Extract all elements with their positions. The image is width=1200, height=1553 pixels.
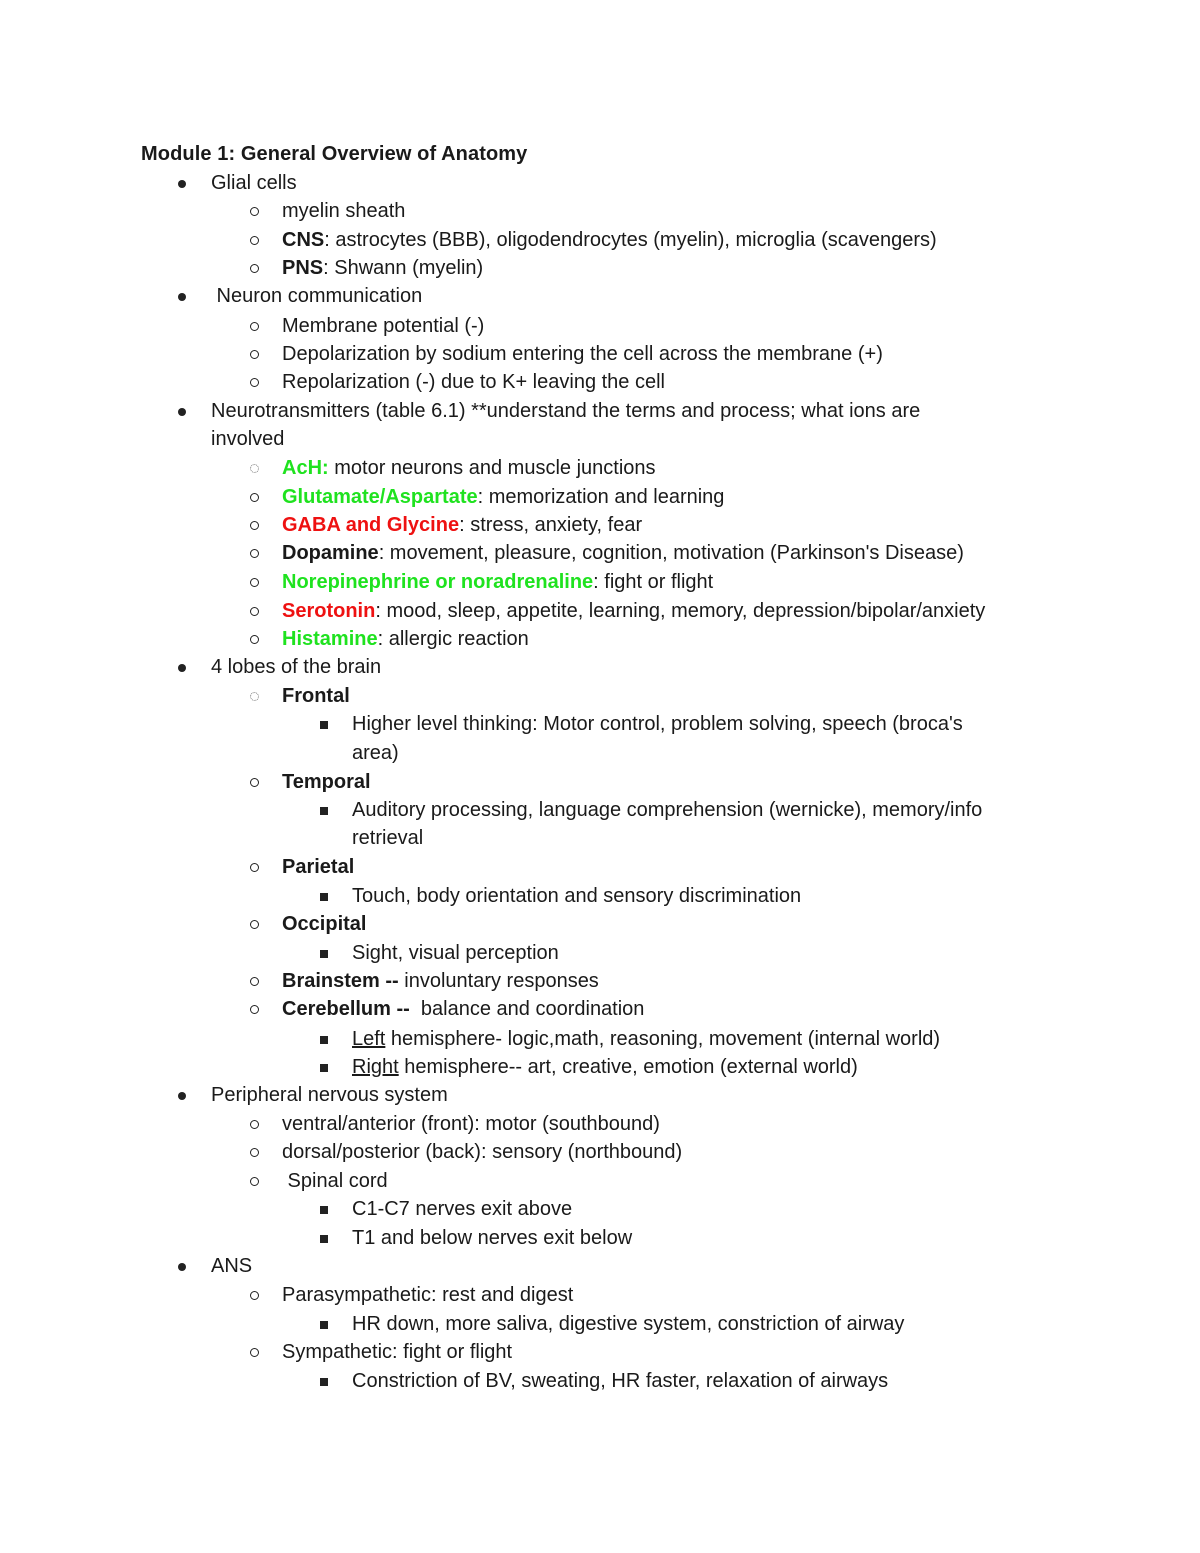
square-bullet-icon — [320, 1064, 328, 1072]
square-bullet-icon — [320, 1206, 328, 1214]
circle-bullet-icon — [250, 1148, 259, 1157]
dotted-circle-bullet-icon — [250, 692, 259, 701]
square-bullet-icon — [320, 1235, 328, 1243]
circle-bullet-icon — [250, 920, 259, 929]
bullet-icon — [178, 408, 186, 416]
circle-bullet-icon — [250, 578, 259, 587]
square-bullet-icon — [320, 1321, 328, 1329]
square-bullet-icon — [320, 1378, 328, 1386]
square-bullet-icon — [320, 950, 328, 958]
circle-bullet-icon — [250, 264, 259, 273]
circle-bullet-icon — [250, 977, 259, 986]
circle-bullet-icon — [250, 1120, 259, 1129]
square-bullet-icon — [320, 1036, 328, 1044]
circle-bullet-icon — [250, 863, 259, 872]
circle-bullet-icon — [250, 607, 259, 616]
document-page: Module 1: General Overview of Anatomy Glial cells myelin sheath CNS: astrocytes (BBB), oligodendrocytes (myelin), microglia (scavengers) PNS: Shwann (myelin) Neuron communication Membrane potential (-) Depolarization by sodium entering the cell across the membrane (+) Repolarization (-) due to K+ leaving the cell Neurotransmitters (table 6.1) **understand the terms and process; what ions are involved AcH: motor neurons and muscle junctions Glutamate/Aspartate: memorization and learning GABA and Glycine: stress, anxiety, fear Dopamine: movement, pleasure, cognition, motivation (Parkinson's Disease) Norepinephrine or noradrenaline: fight or flight Serotonin: mood, sleep, appetite, learning, memory, depression/bipolar/anxiety Histamine: allergic reaction 4 lobes of the brain Frontal Higher level thinking: Motor control, problem solving, speech (broca's area) Temporal Auditory processing, language comprehension (wernicke), memory/info retrieval Parietal Touch, body orientation and sensory discrimination Occipital Sight, visual perception Brainstem -- involuntary responses Cerebellum -- balance and coordination Left hemisphere- logic,math, reasoning, movement (internal world) Right hemisphere-- art, creative, emotion (external world) Peripheral nervous system ventral/anterior (front): motor (southbound) dorsal/posterior (back): sensory (northbound) Spinal cord C1-C7 nerves exit above T1 and below nerves exit below ANS Parasympathetic: rest and digest HR down, more saliva, digestive system, constriction of airway Sympathetic: fight or flight Constriction of BV, sweating, HR faster, relaxation of airways — [0, 0, 1200, 1553]
circle-bullet-icon — [250, 207, 259, 216]
square-bullet-icon — [320, 807, 328, 815]
square-bullet-icon — [320, 893, 328, 901]
page-title: Module 1: General Overview of Anatomy — [141, 143, 528, 165]
bullet-icon — [178, 664, 186, 672]
bullet-icon — [178, 180, 186, 188]
circle-bullet-icon — [250, 493, 259, 502]
circle-bullet-icon — [250, 1177, 259, 1186]
dotted-circle-bullet-icon — [250, 464, 259, 473]
circle-bullet-icon — [250, 378, 259, 387]
circle-bullet-icon — [250, 1291, 259, 1300]
circle-bullet-icon — [250, 322, 259, 331]
circle-bullet-icon — [250, 778, 259, 787]
circle-bullet-icon — [250, 1005, 259, 1014]
bullet-icon — [178, 1263, 186, 1271]
circle-bullet-icon — [250, 635, 259, 644]
circle-bullet-icon — [250, 549, 259, 558]
circle-bullet-icon — [250, 1348, 259, 1357]
circle-bullet-icon — [250, 350, 259, 359]
circle-bullet-icon — [250, 521, 259, 530]
bullet-icon — [178, 293, 186, 301]
circle-bullet-icon — [250, 236, 259, 245]
bullet-icon — [178, 1092, 186, 1100]
square-bullet-icon — [320, 721, 328, 729]
